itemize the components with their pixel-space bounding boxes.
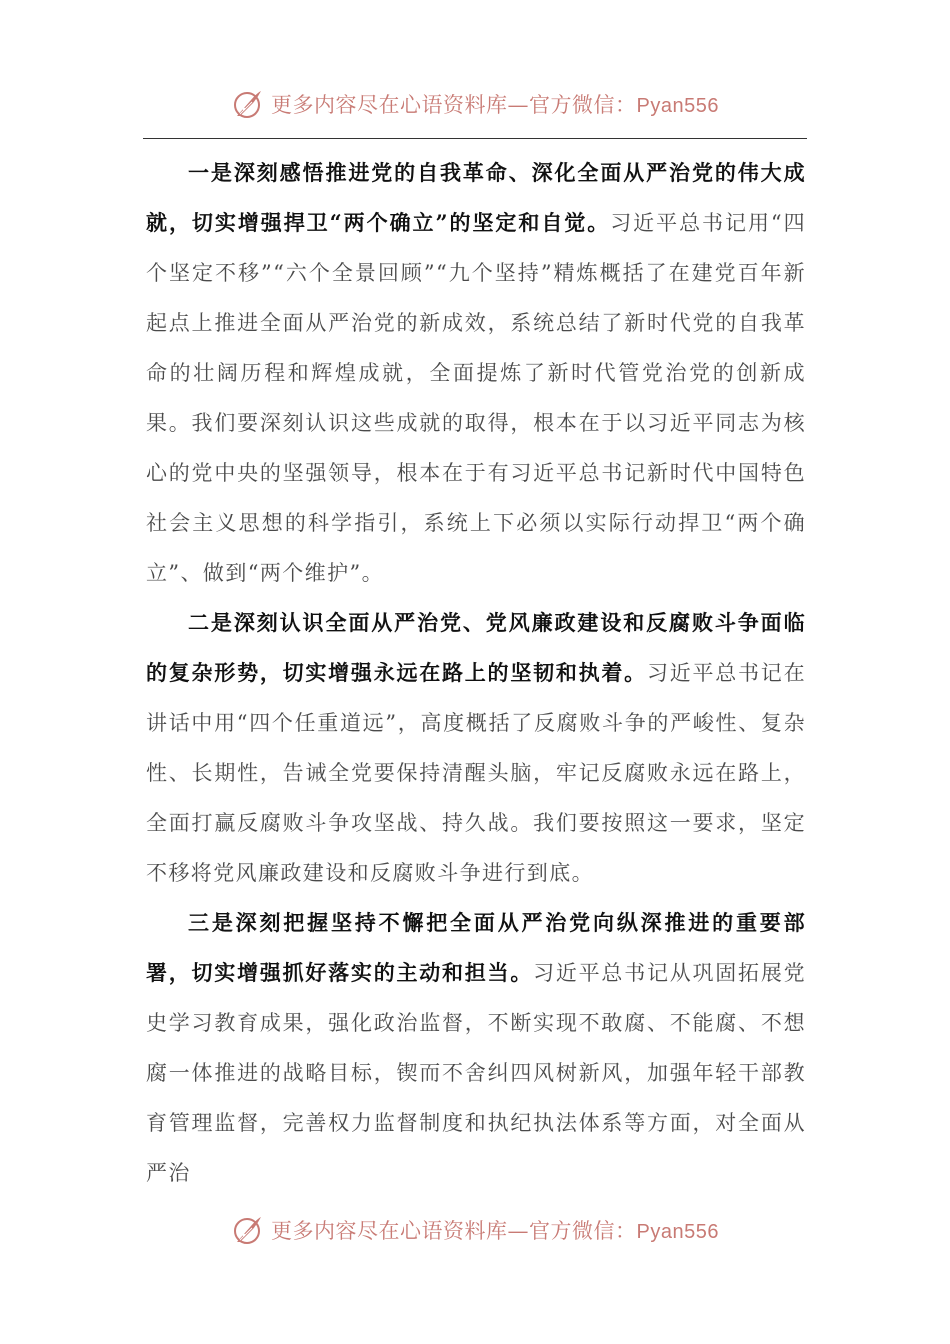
paragraph-3-lead: 三是深刻把握坚持不懈把全面从严治党向纵深推进的重要部署，切实增强抓好落实的主动和担当。 [146,910,806,985]
paragraph-3-body: 习近平总书记从巩固拓展党史学习教育成果，强化政治监督，不断实现不敢腐、不能腐、不想腐一体推进的战略目标，锲而不舍纠四风树新风，加强年轻干部教育管理监督，完善权力监督制度和执纪执法体系等方面，对全面从严治 [146,961,806,1185]
header-divider [143,138,807,139]
paragraph-1 [146,148,806,598]
header-wechat-id: Pyan556 [636,95,719,117]
paragraph-2 [146,598,806,898]
quill-logo-icon [231,88,263,120]
header-banner-text: 更多内容尽在心语资料库—官方微信：Pyan556 [271,93,719,117]
paragraph-2-lead: 二是深刻认识全面从严治党、党风廉政建设和反腐败斗争面临的复杂形势，切实增强永远在路上的坚韧和执着。 [146,610,806,685]
page-header-banner [0,82,950,126]
paragraph-2-body: 习近平总书记在讲话中用“四个任重道远”，高度概括了反腐败斗争的严峻性、复杂性、长期性，告诫全党要保持清醒头脑，牢记反腐败永远在路上，全面打赢反腐败斗争攻坚战、持久战。我们要按照这一要求，坚定不移将党风廉政建设和反腐败斗争进行到底。 [146,661,806,885]
footer-wechat-id: Pyan556 [636,1221,719,1243]
page-footer-banner [0,1208,950,1252]
paragraph-3 [146,898,806,1198]
paragraph-1-body: 习近平总书记用“四个坚定不移”“六个全景回顾”“九个坚持”精炼概括了在建党百年新起点上推进全面从严治党的新成效，系统总结了新时代党的自我革命的壮阔历程和辉煌成就，全面提炼了新时代管党治党的创新成果。我们要深刻认识这些成就的取得，根本在于以习近平同志为核心的党中央的坚强领导，根本在于有习近平总书记新时代中国特色社会主义思想的科学指引，系统上下必须以实际行动捍卫“两个确立”、做到“两个维护”。 [146,211,806,585]
footer-banner-text: 更多内容尽在心语资料库—官方微信：Pyan556 [271,1219,719,1243]
document-body [146,148,806,1198]
paragraph-1-lead: 一是深刻感悟推进党的自我革命、深化全面从严治党的伟大成就，切实增强捍卫“两个确立”的坚定和自觉。 [146,160,806,235]
quill-logo-icon [231,1214,263,1246]
